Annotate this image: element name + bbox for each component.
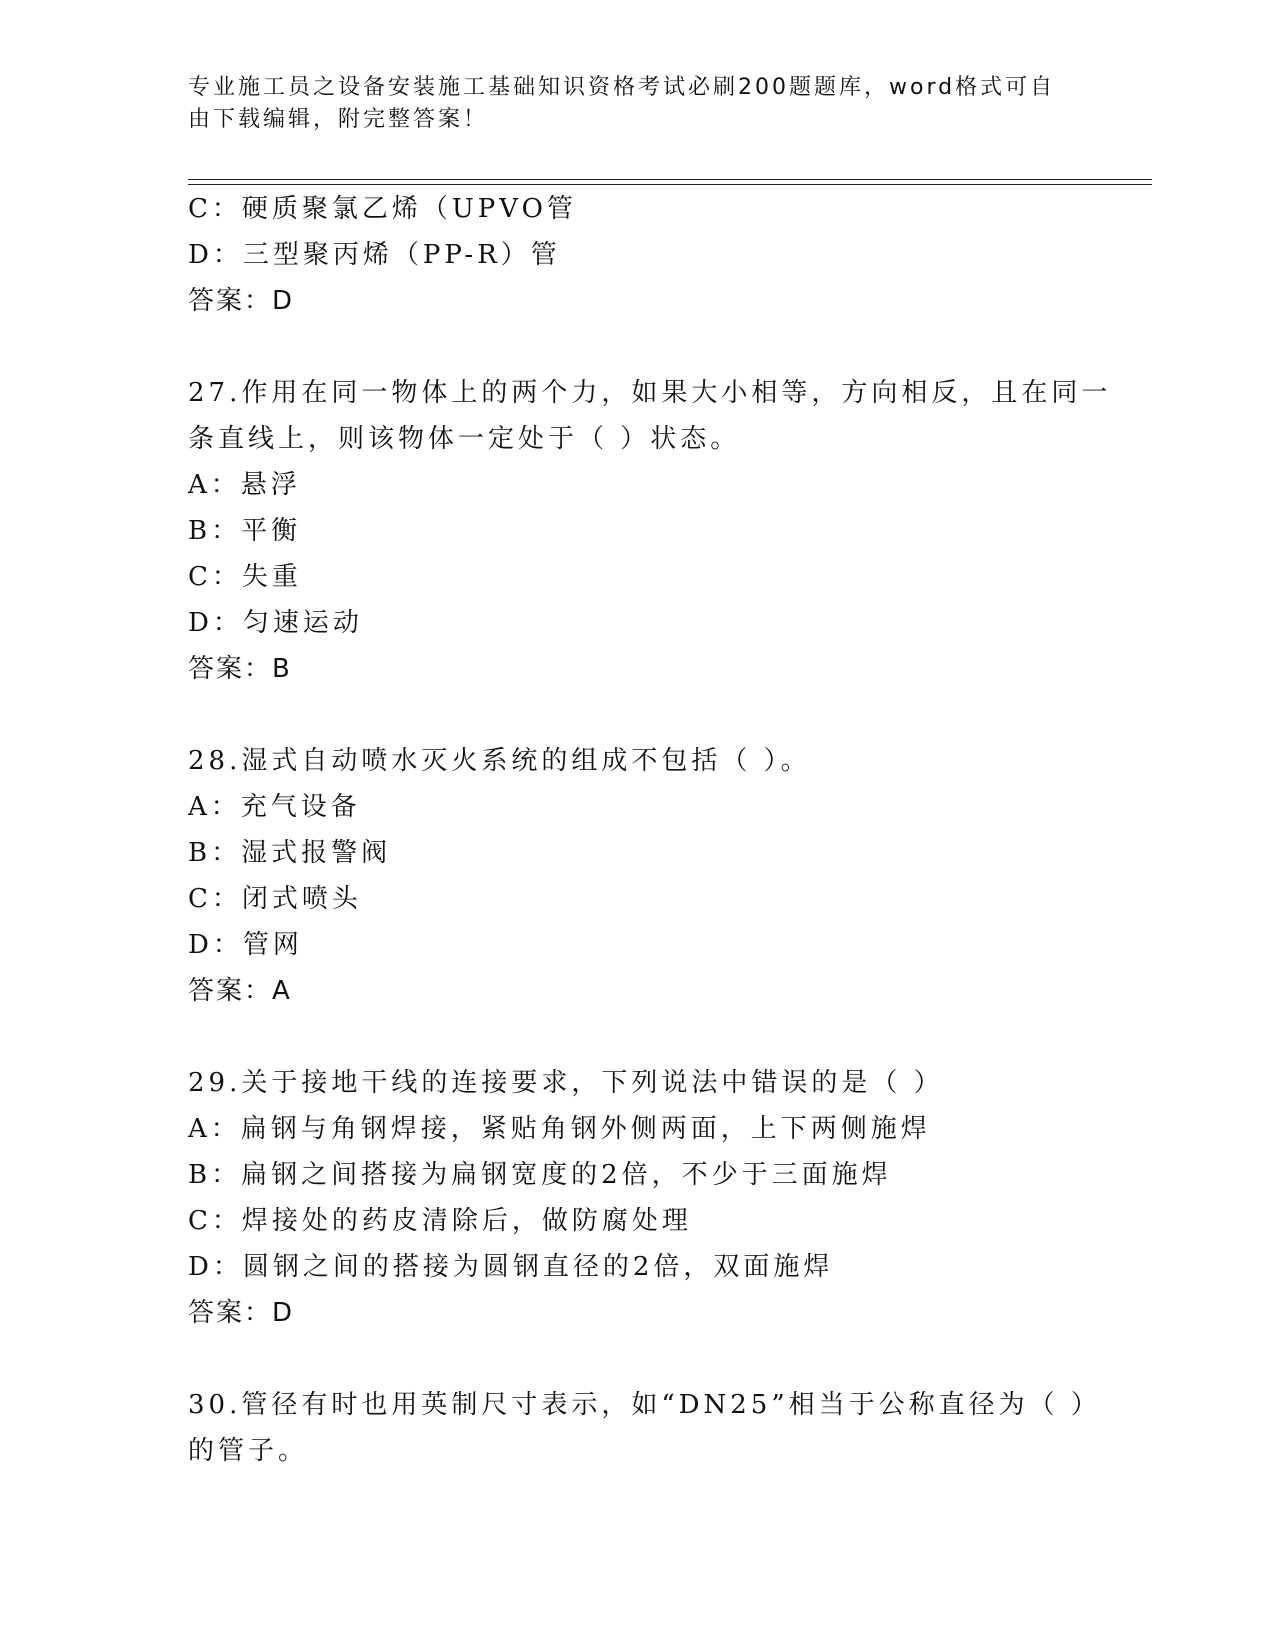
document-body — [188, 186, 1118, 1474]
option-d: D：匀速运动 — [188, 608, 363, 638]
question-30 — [188, 1382, 1118, 1474]
option-b: B：湿式报警阀 — [188, 838, 392, 868]
question-28 — [188, 738, 1118, 1014]
question-stem: 28.湿式自动喷水灭火系统的组成不包括（ ）。 — [188, 746, 811, 776]
spacer — [188, 692, 1118, 738]
question-26-tail — [188, 186, 1118, 324]
option-c: C：焊接处的药皮清除后，做防腐处理 — [188, 1206, 692, 1236]
question-29 — [188, 1060, 1118, 1336]
question-stem-continued: 的管子。 — [188, 1436, 309, 1466]
option-c: C：闭式喷头 — [188, 884, 362, 914]
header-rule-bottom — [188, 184, 1152, 185]
spacer — [188, 324, 1118, 370]
option-d: D：圆钢之间的搭接为圆钢直径的2倍，双面施焊 — [188, 1252, 834, 1282]
option-b: B：平衡 — [188, 516, 302, 546]
page-header: 专业施工员之设备安装施工基础知识资格考试必刷200题题库，word格式可自由下载编辑，附完整答案！ — [188, 75, 1056, 132]
spacer — [188, 1014, 1118, 1060]
answer-line: 答案：B — [188, 654, 292, 684]
question-27 — [188, 370, 1118, 692]
spacer — [188, 1336, 1118, 1382]
option-a: A：悬浮 — [188, 470, 301, 500]
option-d: D：管网 — [188, 930, 303, 960]
answer-line: 答案：D — [188, 286, 295, 316]
question-stem: 27.作用在同一物体上的两个力，如果大小相等，方向相反，且在同一 — [188, 378, 1112, 408]
option-c: C：硬质聚氯乙烯（UPVO管 — [188, 194, 577, 224]
option-c: C：失重 — [188, 562, 302, 592]
option-a: A：扁钢与角钢焊接，紧贴角钢外侧两面，上下两侧施焊 — [188, 1114, 931, 1144]
question-stem: 30.管径有时也用英制尺寸表示，如“DN25”相当于公称直径为（ ） — [188, 1390, 1101, 1420]
option-b: B：扁钢之间搭接为扁钢宽度的2倍，不少于三面施焊 — [188, 1160, 892, 1190]
answer-line: 答案：A — [188, 976, 292, 1006]
option-d: D：三型聚丙烯（PP-R）管 — [188, 240, 561, 270]
option-a: A：充气设备 — [188, 792, 361, 822]
question-stem: 29.关于接地干线的连接要求，下列说法中错误的是（ ） — [188, 1068, 944, 1098]
answer-line: 答案：D — [188, 1298, 295, 1328]
question-stem-continued: 条直线上，则该物体一定处于（ ）状态。 — [188, 424, 741, 454]
header-rule-top — [188, 179, 1152, 180]
